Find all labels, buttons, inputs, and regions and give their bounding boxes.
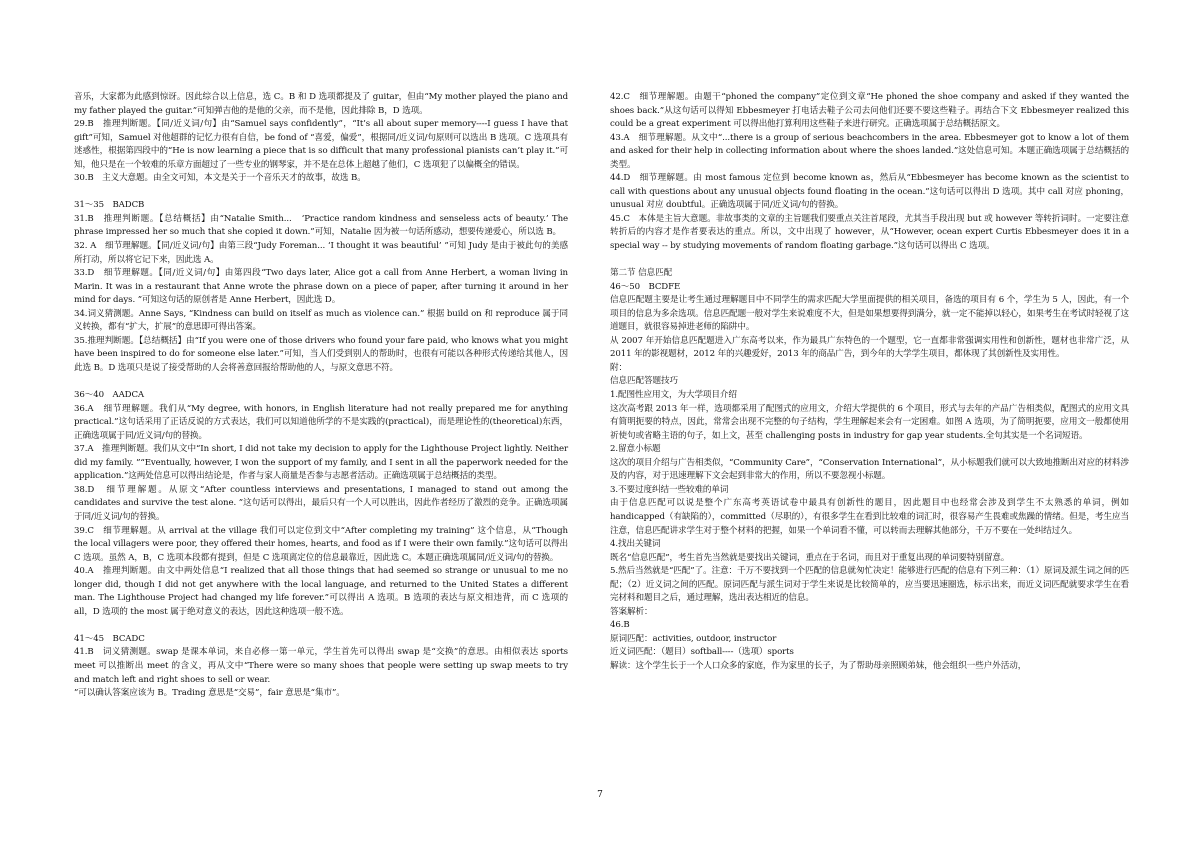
- paragraph: 40.A 推理判断题。由文中两处信息“I realized that all those things that had seemed so strange or unusual to me no longer did, though I did not get anywhere with the local language, and returned to the United States a different man. The Lighthouse Project had changed my life forever.”可以得出 A 选项。B 选项的表达与原文相违背，而 C 选项的 all，D 选项的 the most 属于绝对意义的表达，因此这种选项一般不选。: [74, 566, 568, 617]
- spacer: [610, 254, 1129, 268]
- page-number: 7: [597, 790, 603, 800]
- paragraph: 39.C 细节理解题。从 arrival at the village 我们可以定位到文中“After completing my training” 这个信息，从“Though the local villagers were poor, they offered their homes, hearts, and food as if I were their own family.”这句话可以得出 C 选项。虽然 A，B，C 选项本段都有提到，但是 C 选项离定位的信息最靠近，因此选 C。本题正确选项属同/近义词/句的替换。: [74, 525, 568, 563]
- paragraph: 既名“信息匹配”，考生首先当然就是要找出关键词，重点在于名词，而且对于重复出现的单词要特别留意。: [610, 552, 1010, 563]
- spacer: [74, 619, 568, 633]
- paragraph: 这次的项目介绍与广告相类似，“Community Care”，“Conservation International”，从小标题我们就可以大致地推断出对应的材料涉及的内容，对于迅速理解下文会起到非常大的作用，所以不要忽视小标题。: [610, 457, 1129, 482]
- paragraph: 近义词匹配：（题目）softball----（选项）sports: [610, 647, 794, 658]
- spacer: [74, 186, 568, 200]
- paragraph: 信息匹配题主要是让考生通过理解题目中不同学生的需求匹配大学里面提供的相关项目，备选的项目有 6 个，学生为 5 人，因此，有一个项目的信息为多余选项。信息匹配题一般对学生来说难度不大，但是如果想要得到满分，就一定不能掉以轻心，如果考生在考试时轻视了这道题目，就很容易掉进老师的陷阱中。: [610, 295, 1129, 333]
- section-heading: 第二节 信息匹配: [610, 268, 673, 279]
- paragraph: 这次高考跟 2013 年一样，选项都采用了配图式的应用文，介绍大学提供的 6 个项目，形式与去年的产品广告相类似，配图式的应用文具有简明扼要的特点，因此，常常会出现不完整的句子结构，学生理解起来会有一定困难。如图 A 选项，为了简明扼要，应用文一般都使用祈使句或省略主语的句子，如上文，甚至 challenging posts in industry for gap year students.全句其实是一个名词短语。: [610, 403, 1129, 441]
- paragraph: 43.A 细节理解题。从文中“...there is a group of serious beachcombers in the area. Ebbesmeyer got to know a lot of them and asked for their help in collecting information about where the shoes landed.”这处信息可知。本题正确选项属于总结概括的类型。: [610, 132, 1129, 170]
- paragraph: 35.推理判断题。【总结概括】由“If you were one of those drivers who found your fare paid, who knows what you might have been inspired to do for someone else later.”可知，当人们受到别人的帮助时，也很有可能以各种形式传递给其他人，因此选 B。D 选项只是说了接受帮助的人会将善意回报给帮助他的人，与原文意思不符。: [74, 335, 568, 373]
- subheading: 信息匹配答题技巧: [610, 376, 678, 387]
- left-column: [74, 91, 568, 701]
- answer-group-heading: 46～50 BCDFE: [610, 281, 681, 292]
- subheading: 3.不要过度纠结一些较难的单词: [610, 484, 729, 495]
- paragraph: 29.B 推理判断题。【同/近义词/句】由“Samuel says confidently”，“It’s all about super memory----I guess I have that gift”可知，Samuel 对他超群的记忆力很有自信，be fond of “喜爱，偏爱”，根据同/近义词/句原则可以选出 B 选项。C 选项具有迷惑性，根据第四段中的“He is now learning a piece that is so difficult that many professional pianists can’t play it.”可知，他只是在一个较难的乐章方面超过了一些专业的钢琴家，并不是在总体上超越了他们，C 选项犯了以偏概全的错误。: [74, 119, 568, 170]
- subheading: 1.配图性应用文，为大学项目介绍: [610, 390, 737, 401]
- answer-label: 46.B: [610, 620, 630, 631]
- paragraph: 37.A 推理判断题。我们从文中“In short, I did not take my decision to apply for the Lighthouse Project lightly. Neither did my family. ”“Eventually, however, I won the support of my family, and I sent in all the paperwork needed for the application.”这两处信息可以得出结论是，作者与家人商量是否参与志愿者活动。正确选项属于总结概括的类型。: [74, 444, 568, 482]
- paragraph: 38.D 细节理解题。从原文“After countless interviews and presentations, I managed to stand out among the candidates and survive the test alone. ”这句话可以得出，最后只有一个人可以胜出，因此作者经历了激烈的竞争。正确选项属于同/近义词/句的替换。: [74, 484, 568, 522]
- spacer: [74, 375, 568, 389]
- paragraph: 音乐，大家都为此感到惊讶。因此综合以上信息，选 C。B 和 D 选项都提及了 guitar，但由“My mother played the piano and my father played the guitar.”可知弹吉他的是他的父亲，而不是他，因此排除 B，D 选项。: [74, 92, 568, 116]
- paragraph: 42.C 细节理解题。由题干“phoned the company”定位到文章“He phoned the shoe company and asked if they wanted the shoes back.”从这句话可以得知 Ebbesmeyer 打电话去鞋子公司去问他们还要不要这些鞋子。再结合下文 Ebbesmeyer realized this could be a great experiment 可以得出他打算利用这些鞋子来进行研究。正确选项属于总结概括原文。: [610, 92, 1129, 130]
- paragraph: 原词匹配：activities, outdoor, instructor: [610, 633, 777, 644]
- paragraph: 34.词义猜测题。Anne Says, “Kindness can build on itself as much as violence can.” 根据 build on 和 reproduce 属于同义转换，都有“扩大，扩展”的意思即可得出答案。: [74, 308, 568, 333]
- answer-group-heading: 31～35 BADCB: [74, 200, 145, 211]
- paragraph: 36.A 细节理解题。我们从“My degree, with honors, in English literature had not really prepared me for anything practical.”这句话采用了正话反说的方式表达，我们可以知道他所学的不是实践的(practical)，而是理论性的(theoretical)东西，正确选项属于同/近义词/句的替换。: [74, 403, 568, 441]
- paragraph: 32. A 细节理解题。【同/近义词/句】由第三段“Judy Foreman... ‘I thought it was beautiful’ ”可知 Judy 是由于被此句的美感所打动，所以将它记下来，因此选 A。: [74, 241, 568, 265]
- paragraph: 由于信息匹配可以说是整个广东高考英语试卷中最具有创新性的题目，因此题目中也经常会涉及到学生不太熟悉的单词，例如 handicapped（有缺陷的），committed（尽职的），有很多学生在看到比较难的词汇时，很容易产生畏难或焦躁的情绪。但是，考生应当注意，信息匹配讲求学生对于整个材料的把握，如果一个单词看不懂，可以转而去理解其他部分，千万不要在一处纠结过久。: [610, 498, 1129, 536]
- paragraph: 30.B 主义大意题。由全文可知，本文是关于一个音乐天才的故事，故选 B。: [74, 173, 366, 184]
- paragraph: 附：: [610, 362, 627, 373]
- answer-group-heading: 36～40 AADCA: [74, 390, 145, 401]
- paragraph: 从 2007 年开始信息匹配题进入广东高考以来，作为最具广东特色的一个题型，它一直都非常强调实用性和创新性，题材也非常广泛，从 2011 年的影视题材，2012 年的兴趣爱好，2013 年的商品广告，到今年的大学学生项目，都体现了其创新性及实用性。: [610, 335, 1129, 360]
- answer-group-heading: 41～45 BCADC: [74, 633, 145, 644]
- subheading: 4.找出关键词: [610, 539, 661, 550]
- paragraph: 44.D 细节理解题。由 most famous 定位到 become known as，然后从“Ebbesmeyer has become known as the scientist to call with questions about any unusual objects found floating in the ocean.”这句话可以得出 D 选项。其中 call 对应 phoning，unusual 对应 doubtful。正确选项属于同/近义词/句的替换。: [610, 173, 1129, 211]
- paragraph: 33.D 细节理解题。【同/近义词/句】由第四段“Two days later, Alice got a call from Anne Herbert, a woman living in Marin. It was in a restaurant that Anne wrote the phrase down on a piece of paper, after turning it around in her mind for days. ”可知这句话的原创者是 Anne Herbert，因此选 D。: [74, 268, 568, 306]
- subheading: 2.留意小标题: [610, 444, 661, 455]
- subheading: 答案解析：: [610, 606, 653, 617]
- paragraph: 41.B 词义猜测题。swap 是课本单词，来自必修一第一单元，学生首先可以得出 swap 是“交换”的意思。由相似表达 sports meet 可以推断出 meet 的含义，再从文中“There were so many shoes that people were setting up swap meets to try and match left and right shoes to sell or wear.: [74, 647, 568, 685]
- paragraph: ”可以确认答案应该为 B。Trading 意思是“交易”，fair 意思是“集市”。: [74, 688, 345, 699]
- paragraph: 解读：这个学生长于一个人口众多的家庭，作为家里的长子，为了帮助母亲照顾弟妹，他会组织一些户外活动，: [610, 660, 1027, 671]
- paragraph: 5.然后当然就是“匹配”了。注意：千万不要找到一个匹配的信息就匆忙决定！能够进行匹配的信息有下列三种：（1）原词及派生词之间的匹配；（2）近义词之间的匹配。原词匹配与派生词对于学生来说是比较简单的，应当要迅速圈选，标示出来，而近义词匹配就要求学生在看完材料和题目之后，通过理解，选出表达相近的信息。: [610, 566, 1129, 604]
- right-column: [610, 91, 1129, 674]
- paragraph: 45.C 本体是主旨大意题。非故事类的文章的主旨题我们要重点关注首尾段，尤其当手段出现 but 或 however 等转折词时。一定要注意转折后的内容才是作者要表达的重点。所以，文中出现了 however，从“However, ocean expert Curtis Ebbesmeyer does it in a special way -- by studying movements of random floating garbage.”这句话可以得出 C 选项。: [610, 213, 1129, 252]
- paragraph: 31.B 推理判断题。【总结概括】由“Natalie Smith... ‘Practice random kindness and senseless acts of beauty.’ The phrase impressed her so much that she copied it down.”可知，Natalie 因为被一句话所感动，想要传递爱心，所以选 B。: [74, 213, 568, 238]
